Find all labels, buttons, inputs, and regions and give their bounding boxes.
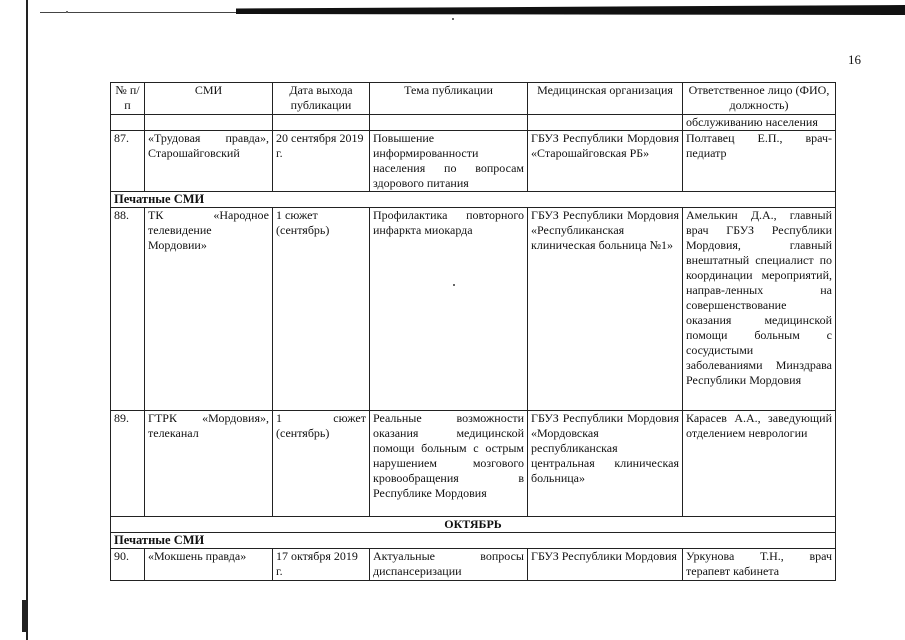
- table-header-row: [111, 83, 836, 115]
- row87-num: 87.: [111, 131, 145, 192]
- table-row-88: [111, 208, 836, 411]
- table-row-87: [111, 131, 836, 192]
- publications-table: [110, 82, 836, 581]
- header-responsible: Ответственное лицо (ФИО, должность): [683, 83, 836, 115]
- row88-topic: Профилактика повторного инфаркта миокарда: [370, 208, 528, 411]
- row88-media: ТК «Народное телевидение Мордовии»: [145, 208, 273, 411]
- row89-topic: Реальные возможности оказания медицинской помощи больным с острым нарушением мозгового кровообращения в Республике Мордовия: [370, 411, 528, 517]
- row89-media: ГТРК «Мордовия», телеканал: [145, 411, 273, 517]
- header-date: Дата выхода публикации: [273, 83, 370, 115]
- row87-org: ГБУЗ Республики Мордовия «Старошайговская РБ»: [528, 131, 683, 192]
- row89-num: 89.: [111, 411, 145, 517]
- row88-responsible: Амелькин Д.А., главный врач ГБУЗ Республики Мордовия, главный внештатный специалист по координации мероприятий, направ-ленных на совершенствование оказания медицинской помощи больным с сосудистыми заболеваниями Минздрава Республики Мордовия: [683, 208, 836, 411]
- row87-media: «Трудовая правда», Старошайговский: [145, 131, 273, 192]
- page-number: 16: [848, 52, 861, 67]
- header-num: № п/п: [111, 83, 145, 115]
- row87-date: 20 сентября 2019 г.: [273, 131, 370, 192]
- table-row-89: [111, 411, 836, 517]
- header-topic: Тема публикации: [370, 83, 528, 115]
- row90-org: ГБУЗ Республики Мордовия: [528, 549, 683, 581]
- row89-date: 1 сюжет (сентябрь): [273, 411, 370, 517]
- section-print-media-2: [111, 533, 836, 549]
- month-row-october: [111, 517, 836, 533]
- carryover-row: [111, 115, 836, 131]
- table-row-90: [111, 549, 836, 581]
- row88-num: 88.: [111, 208, 145, 411]
- section-print-media-1: [111, 192, 836, 208]
- row88-org: ГБУЗ Республики Мордовия «Республиканская клиническая больница №1»: [528, 208, 683, 411]
- scan-artifact-line: [40, 12, 236, 13]
- header-media: СМИ: [145, 83, 273, 115]
- row90-media: «Мокшень правда»: [145, 549, 273, 581]
- row90-topic: Актуальные вопросы диспансеризации: [370, 549, 528, 581]
- carryover-text: обслуживанию населения: [683, 115, 836, 131]
- month-october-label: ОКТЯБРЬ: [111, 517, 836, 533]
- section-print-media-1-label: Печатные СМИ: [111, 192, 836, 208]
- header-org: Медицинская организация: [528, 83, 683, 115]
- row89-responsible: Карасев А.А., заведующий отделением неврологии: [683, 411, 836, 517]
- row90-date: 17 октября 2019 г.: [273, 549, 370, 581]
- row90-responsible: Уркунова Т.Н., врач терапевт кабинета: [683, 549, 836, 581]
- row90-num: 90.: [111, 549, 145, 581]
- row88-date: 1 сюжет (сентябрь): [273, 208, 370, 411]
- page-edge-shadow: [26, 0, 28, 640]
- page-edge-mark: [22, 600, 28, 632]
- section-print-media-2-label: Печатные СМИ: [111, 533, 836, 549]
- scan-artifact-bar: [236, 5, 905, 15]
- row87-responsible: Полтавец Е.П., врач-педиатр: [683, 131, 836, 192]
- row87-topic: Повышение информированности населения по вопросам здорового питания: [370, 131, 528, 192]
- row89-org: ГБУЗ Республики Мордовия «Мордовская республиканская центральная клиническая больница»: [528, 411, 683, 517]
